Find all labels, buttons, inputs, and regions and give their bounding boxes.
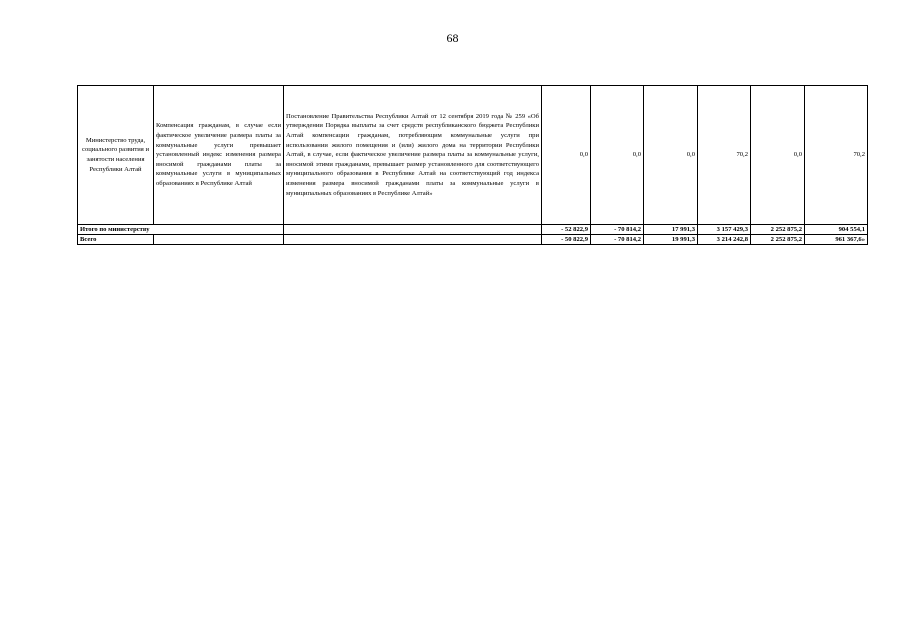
ministry-total-row	[78, 225, 868, 235]
grand-total-value: - 70 814,2	[591, 235, 644, 245]
grand-total-row	[78, 235, 868, 245]
grand-total-value: 19 991,3	[644, 235, 698, 245]
value-cell: 0,0	[591, 86, 644, 225]
total-label: Итого по министерству	[78, 225, 284, 235]
ministry-cell: Министерство труда, социального развития и занятости населения Республики Алтай	[78, 86, 154, 225]
page-number: 68	[446, 31, 459, 45]
grand-total-value: 2 252 875,2	[751, 235, 805, 245]
total-value: - 70 814,2	[591, 225, 644, 235]
total-value: 2 252 875,2	[751, 225, 805, 235]
empty-cell	[284, 225, 542, 235]
total-value: 904 554,1	[805, 225, 868, 235]
description-cell: Компенсация гражданам, в случае если фактическое увеличение размера платы за коммунальные услуги превышает установленный индекс изменения размера вносимой гражданами платы за коммунальные услуги в муниципальных образованиях в Республике Алтай	[154, 86, 284, 225]
total-value: 3 157 429,3	[698, 225, 751, 235]
table-row	[78, 86, 868, 225]
value-cell: 70,2	[805, 86, 868, 225]
grand-total-label: Всего	[78, 235, 154, 245]
grand-total-value: - 50 822,9	[542, 235, 591, 245]
empty-cell	[284, 235, 542, 245]
budget-table	[77, 85, 868, 245]
value-cell: 0,0	[644, 86, 698, 225]
value-cell: 70,2	[698, 86, 751, 225]
value-cell: 0,0	[542, 86, 591, 225]
total-value: 17 991,3	[644, 225, 698, 235]
empty-cell	[154, 235, 284, 245]
grand-total-value: 961 367,6»	[805, 235, 868, 245]
total-value: - 52 822,9	[542, 225, 591, 235]
grand-total-value: 3 214 242,8	[698, 235, 751, 245]
decree-cell: Постановление Правительства Республики Алтай от 12 сентября 2019 года № 259 «Об утверждении Порядка выплаты за счет средств республиканского бюджета Республики Алтай компенсации гражданам, потребляющим коммунальные услуги при использовании жилого помещения и (или) жилого дома на территории Республики Алтай, в случае, если фактическое увеличение размера платы за коммунальные услуги, вносимой этими гражданами, превышает размер установленного для соответствующего муниципального образования в Республике Алтай на соответствующий год индекса изменения размера вносимой гражданами платы за коммунальные услуги в муниципальных образованиях в Республике Алтай»	[284, 86, 542, 225]
value-cell: 0,0	[751, 86, 805, 225]
